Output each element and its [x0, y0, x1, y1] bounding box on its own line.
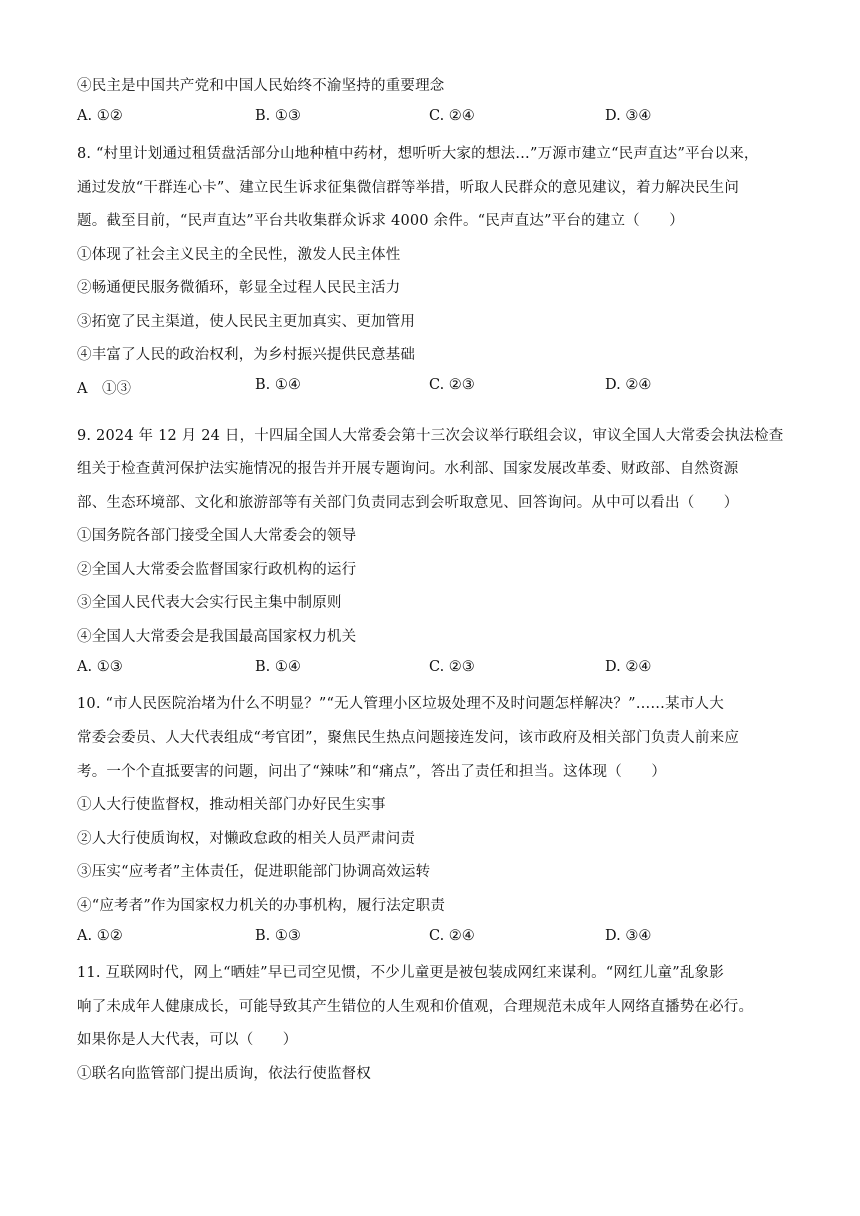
q8-stem-line-3: 题。截至目前，“民声直达”平台共收集群众诉求 4000 余件。“民声直达”平台的建立（ ）: [77, 213, 684, 229]
q8-statement-3: ③拓宽了民主渠道，使人民民主更加真实、更加管用: [77, 314, 416, 330]
q9-statement-4: ④全国人大常委会是我国最高国家权力机关: [77, 629, 357, 645]
q8-stem-line-1: 8. “村里计划通过租赁盘活部分山地种植中药材，想听听大家的想法…”万源市建立“民声直达”平台以来，: [77, 146, 759, 162]
q10-stem-line-1: 10. “市人民医院治堵为什么不明显？”“无人管理小区垃圾处理不及时问题怎样解决？”……某市人大: [77, 696, 724, 712]
prev-options: [77, 108, 797, 130]
q8-statement-4: ④丰富了人民的政治权利，为乡村振兴提供民意基础: [77, 347, 416, 363]
q11-statement-1: ①联名向监管部门提出质询，依法行使监督权: [77, 1066, 371, 1082]
q10-statement-3: ③压实“应考者”主体责任，促进职能部门协调高效运转: [77, 864, 431, 880]
q11-stem-line-1: 11. 互联网时代，网上“晒娃”早已司空见惯，不少儿童更是被包装成网红来谋利。“网红儿童”乱象影: [77, 965, 724, 981]
option-a: A. ①②: [77, 108, 123, 124]
q8-options: [77, 377, 797, 399]
option-c: C. ②③: [429, 377, 475, 393]
q9-statement-3: ③全国人民代表大会实行民主集中制原则: [77, 595, 342, 611]
option-a: A ①③: [77, 381, 131, 397]
q10-statement-1: ①人大行使监督权，推动相关部门办好民生实事: [77, 797, 386, 813]
q9-stem-line-1: 9. 2024 年 12 月 24 日，十四届全国人大常委会第十三次会议举行联组会议，审议全国人大常委会执法检查: [77, 428, 784, 444]
option-b: B. ①③: [255, 108, 301, 124]
q10-stem-line-3: 考。一个个直抵要害的问题，问出了“辣味”和“痛点”，答出了责任和担当。这体现（ ）: [77, 764, 667, 780]
option-c: C. ②③: [429, 659, 475, 675]
prev-statement-4: ④民主是中国共产党和中国人民始终不渝坚持的重要理念: [77, 78, 445, 94]
q9-stem-line-2: 组关于检查黄河保护法实施情况的报告并开展专题询问。水利部、国家发展改革委、财政部、自然资源: [77, 461, 739, 477]
option-c: C. ②④: [429, 108, 475, 124]
q9-statement-1: ①国务院各部门接受全国人大常委会的领导: [77, 528, 357, 544]
q8-stem-line-2: 通过发放“干群连心卡”、建立民生诉求征集微信群等举措，听取人民群众的意见建议，着力解决民生问: [77, 180, 740, 196]
option-d: D. ②④: [605, 659, 652, 675]
option-a: A. ①②: [77, 928, 123, 944]
q10-statement-2: ②人大行使质询权，对懒政怠政的相关人员严肃问责: [77, 831, 416, 847]
q9-stem-line-3: 部、生态环境部、文化和旅游部等有关部门负责同志到会听取意见、回答询问。从中可以看出（ ）: [77, 495, 739, 511]
option-d: D. ③④: [605, 108, 652, 124]
option-b: B. ①④: [255, 377, 301, 393]
option-b: B. ①③: [255, 928, 301, 944]
option-a: A. ①③: [77, 659, 123, 675]
q10-options: [77, 928, 797, 950]
q8-statement-2: ②畅通便民服务微循环，彰显全过程人民民主活力: [77, 280, 401, 296]
option-b: B. ①④: [255, 659, 301, 675]
q11-stem-line-2: 响了未成年人健康成长，可能导致其产生错位的人生观和价值观，合理规范未成年人网络直播势在必行。: [77, 999, 754, 1015]
option-c: C. ②④: [429, 928, 475, 944]
q8-statement-1: ①体现了社会主义民主的全民性，激发人民主体性: [77, 247, 401, 263]
q10-stem-line-2: 常委会委员、人大代表组成“考官团”，聚焦民生热点问题接连发问，该市政府及相关部门负责人前来应: [77, 730, 740, 746]
q11-stem-line-3: 如果你是人大代表，可以（ ）: [77, 1032, 298, 1048]
q9-statement-2: ②全国人大常委会监督国家行政机构的运行: [77, 562, 357, 578]
q10-statement-4: ④“应考者”作为国家权力机关的办事机构，履行法定职责: [77, 898, 446, 914]
q9-options: [77, 659, 797, 681]
option-d: D. ③④: [605, 928, 652, 944]
option-d: D. ②④: [605, 377, 652, 393]
